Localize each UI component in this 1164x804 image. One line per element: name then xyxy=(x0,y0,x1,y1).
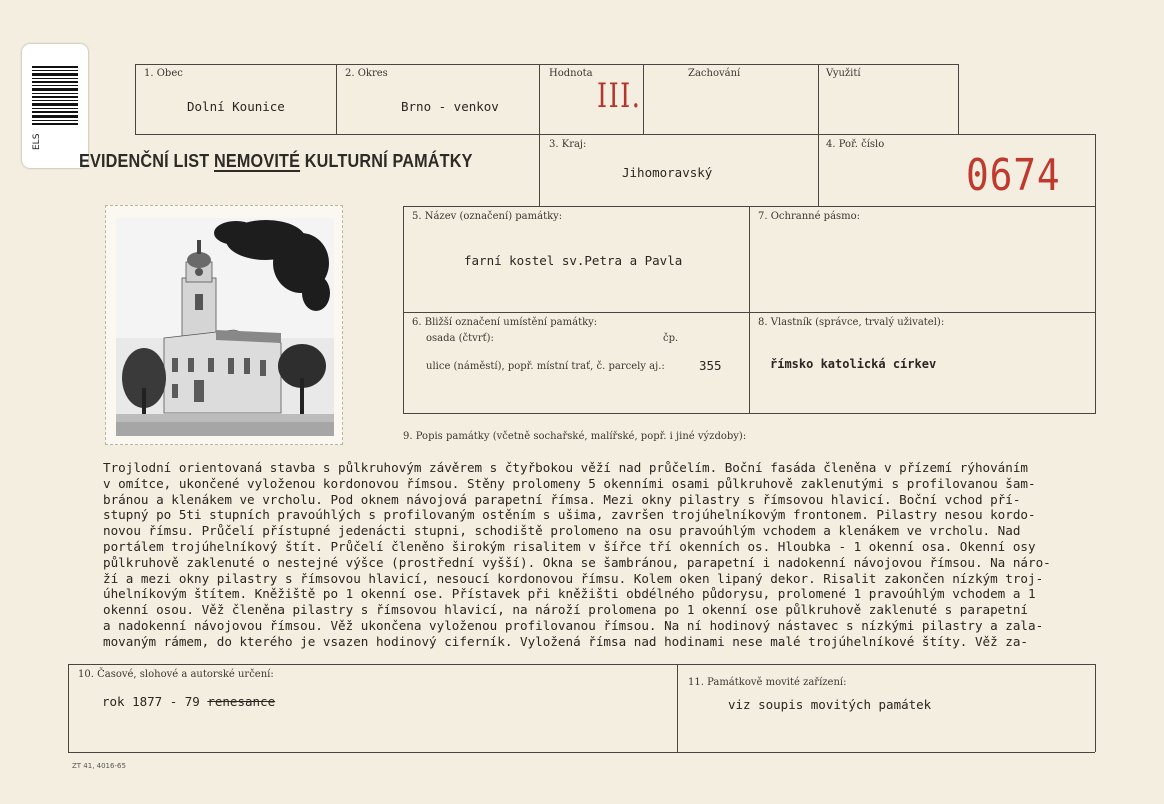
movable-label: 11. Památkově movité zařízení: xyxy=(688,677,847,688)
cislo-label: 4. Poř. číslo xyxy=(826,139,885,150)
photo-card xyxy=(105,205,343,445)
pasmo-label: 7. Ochranné pásmo: xyxy=(758,211,861,222)
vlastnik-value: římsko katolická církev xyxy=(770,357,937,371)
osada-label: osada (čtvrť): xyxy=(426,333,494,344)
cp-label: čp. xyxy=(663,333,679,344)
ulice-label: ulice (náměstí), popř. místní trať, č. parcely aj.: xyxy=(426,361,665,372)
form-code: ZT 41, 4016-65 xyxy=(72,762,126,770)
parcela-value: 355 xyxy=(699,358,722,373)
obec-label: 1. Obec xyxy=(144,68,183,79)
obec-value: Dolní Kounice xyxy=(187,99,285,114)
vlastnik-label: 8. Vlastník (správce, trvalý uživatel): xyxy=(758,317,945,328)
hodnota-value: III. xyxy=(597,76,642,116)
church-photo xyxy=(116,218,334,436)
okres-label: 2. Okres xyxy=(345,68,388,79)
struck-style: renesance xyxy=(207,694,276,709)
description-text: Trojlodní orientovaná stavba s půlkruhovým závěrem s čtyřbokou věží nad průčelím. Boční fasáda členěna v přízemí rýhováním v omítce, ukončené vyloženou kordonovou římsou. Stěny prolomeny 5 okenními osami půlkruhově zaklenutými s profilovanou šam- bránou a klenákem ve vrcholu. Pod oknem návojová parapetní římsa. Mezi okny pilastry s římsovou hlavicí. Boční vchod pří- stupný po 5ti stupních pravoúhlých s profilovaným ostěním s ušima, završen trojúhelníkovým frontonem. Pilastry nesou kordo- novou římsu. Průčelí přístupné jedenácti stupni, schodiště prolomeno na osu pravoúhlým vchodem a klenákem ve vrcholu. Nad portálem trojúhelníkový štít. Průčelí členěno širokým risalitem v šířce tří okenních os. Hloubka - 1 okenní osa. Okenní osy půlkruhově zaklenuté o nestejné výšce (prostřední vyšší). Okna se šambránou, parapetní i nadokenní návojovou římsou. Na náro- ží a mezi okny pilastry s římsovou hlavicí, nesoucí kordonovou římsu. Kolem oken lipaný dekor. Risalit zakončen nízkým troj- úhelníkovým štítem. Kněžiště po 1 okenní ose. Přístavek při kněžišti obdélného půdorysu, prolomené 1 pravoúhlým vchodem a 1 okenní osou. Věž členěna pilastry s římsovou hlavicí, na nároží prolomena po 1 okenní ose půlkruhově zaklenuté s parapetní a nadokenní návojovou římsou. Věž ukončena vyloženou profilovanou římsou. Na ní hodinový nástavec s nízkými pilastry a zala- movaným rámem, do kterého je vsazen hodinový ciferník. Vyložená římsa nad hodinami nese malé trojúhelníkové štíty. Věž za- xyxy=(103,460,1051,649)
umisteni-label: 6. Bližší označení umístění památky: xyxy=(412,317,598,328)
popis-label: 9. Popis památky (včetně sochařské, malířské, popř. i jiné výzdoby): xyxy=(403,431,747,442)
nazev-value: farní kostel sv.Petra a Pavla xyxy=(464,253,683,268)
dating-label: 10. Časové, slohové a autorské určení: xyxy=(78,669,274,680)
sticker-code: ELS xyxy=(32,133,42,150)
nazev-label: 5. Název (označení) památky: xyxy=(412,211,563,222)
form-title: EVIDENČNÍ LIST NEMOVITÉ KULTURNÍ PAMÁTKY xyxy=(79,151,473,171)
okres-value: Brno - venkov xyxy=(401,99,499,114)
hodnota-label: Hodnota xyxy=(549,68,593,79)
kraj-value: Jihomoravský xyxy=(622,165,713,180)
kraj-label: 3. Kraj: xyxy=(549,139,587,150)
movable-value: viz soupis movitých památek xyxy=(728,697,932,712)
cislo-value: 0674 xyxy=(966,150,1061,201)
barcode-sticker xyxy=(22,44,88,168)
zachovani-label: Zachování xyxy=(688,68,741,79)
vyuziti-label: Využití xyxy=(826,68,861,79)
dating-value: rok 1877 - 79 renesance xyxy=(102,694,276,709)
